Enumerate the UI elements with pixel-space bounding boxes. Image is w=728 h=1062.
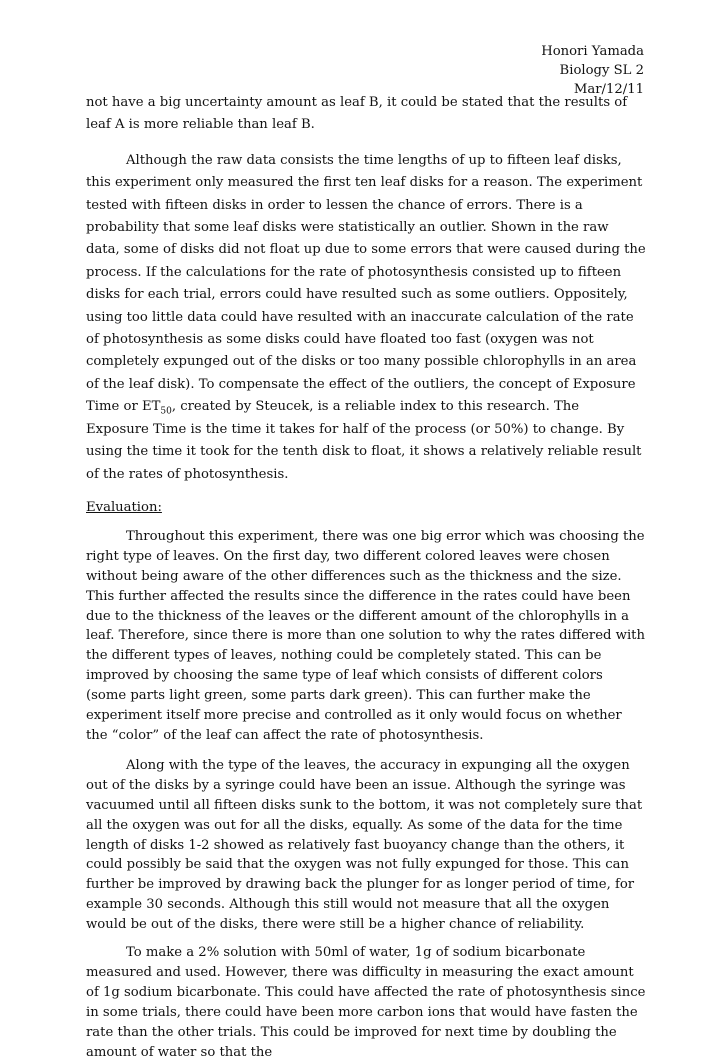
raw-data-paragraph [86, 150, 646, 486]
syringe-paragraph: Along with the type of the leaves, the accuracy in expunging all the oxygen out of the disks by a syringe could have been an issue. Although the syringe was vacuumed until all fifteen disks sunk to the bottom, it was not completely sure that all the oxygen was out for all the disks, equally. As some of the data for the time length of disks 1-2 showed as relatively fast buoyancy change than the others, it could possibly be said that the oxygen was not fully expunged for those. This can further be improved by drawing back the plunger for as longer period of time, for example 30 seconds. Although this still would not measure that all the oxygen would be out of the disks, there were still be a higher chance of reliability. [86, 757, 643, 933]
document-header [541, 42, 644, 99]
solution-paragraph: To make a 2% solution with 50ml of water, 1g of sodium bicarbonate measured and used. However, there was difficulty in measuring the exact amount of 1g sodium bicarbonate. This could have affected the rate of photosynthesis since in some trials, there could have been more carbon ions that would have fasten the rate than the other trials. This could be improved for next time by doubling the amount of water so that the [86, 945, 646, 1060]
raw-data-text-start: Although the raw data consists the time lengths of up to fifteen leaf disks, this experiment only measured the first ten leaf disks for a reason. The experiment tested with fifteen disks in order to lessen the chance of errors. There is a probability that some leaf disks were statistically an outlier. Shown in the raw data, some of disks did not float up due to some errors that were caused during the process. If the calculations for the rate of photosynthesis consisted up to fifteen disks for each trial, errors could have resulted such as some outliers. Oppositely, using too little data could have resulted with an inaccurate calculation of the rate of photosynthesis as some disks could have floated too fast (oxygen was not completely expunged out of the disks or too many possible chlorophylls in an area of the leaf disk). To compensate the effect of the outliers, the concept of Exposure Time or ET [86, 152, 646, 415]
raw-data-text-end: , created by Steucek, is a reliable index to this research. The Exposure Time is the time it takes for half of the process (or 50%) to change. By using the time it took for the tenth disk to float, it shows a relatively reliable result of the rates of photosynthesis. [86, 399, 642, 482]
continuation-paragraph: not have a big uncertainty amount as leaf B, it could be stated that the results of leaf A is more reliable than leaf B. [86, 95, 628, 133]
course-name: Biology SL 2 [559, 63, 644, 78]
document-date: Mar/12/11 [573, 82, 644, 97]
document-body [86, 92, 646, 1062]
leaf-type-paragraph: Throughout this experiment, there was one big error which was choosing the right type of leaves. On the first day, two different colored leaves were chosen without being aware of the other differences such as the thickness and the size. This further affected the results since the difference in the rates could have been due to the thickness of the leaves or the different amount of the chlorophylls in a leaf. Therefore, since there is more than one solution to why the rates differed with the different types of leaves, nothing could be completely stated. This can be improved by choosing the same type of leaf which consists of different colors (some parts light green, some parts dark green). This can further make the experiment itself more precise and controlled as it only would focus on whether the “color” of the leaf can affect the rate of photosynthesis. [86, 528, 645, 743]
et-subscript: 50 [160, 406, 172, 417]
author-name: Honori Yamada [541, 44, 644, 59]
evaluation-heading: Evaluation: [86, 499, 162, 515]
